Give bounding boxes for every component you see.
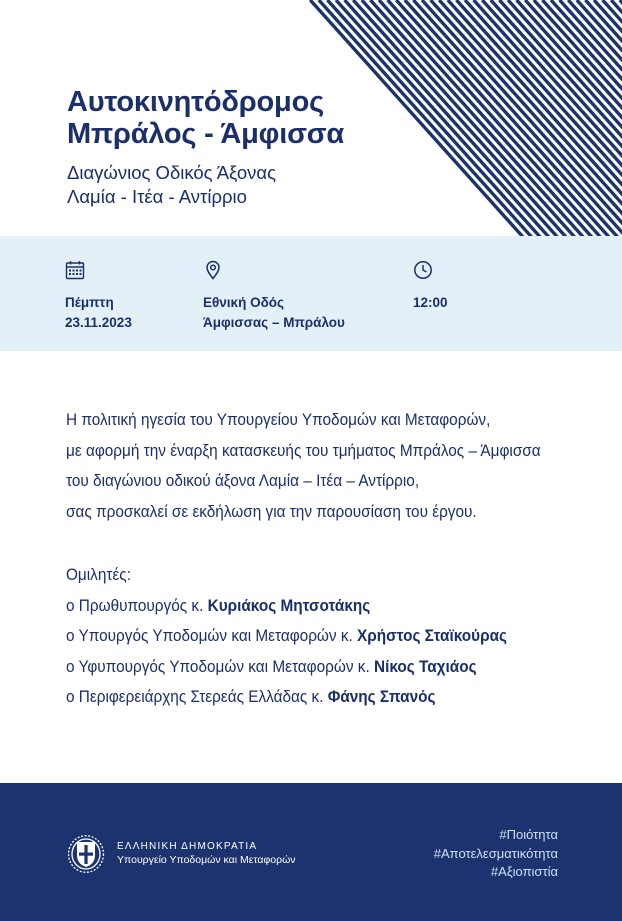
page-title <box>67 86 344 150</box>
event-time-value: 12:00 <box>413 295 448 310</box>
greek-coat-of-arms-icon <box>66 833 106 873</box>
speaker-item <box>66 652 507 683</box>
speaker-item <box>66 621 507 652</box>
speaker-name: Χρήστος Σταϊκούρας <box>357 627 508 645</box>
invitation-line: σας προσκαλεί σε εκδήλωση για την παρουσίαση του έργου. <box>66 502 477 521</box>
footer <box>0 783 622 921</box>
speaker-role: ο Πρωθυπουργός κ. <box>66 596 208 615</box>
invitation-line: με αφορμή την έναρξη κατασκευής του τμήματος Μπράλος – Άμφισσα <box>66 441 541 460</box>
subtitle-line: Λαμία - Ιτέα - Αντίρριο <box>67 186 247 207</box>
speaker-role: ο Περιφερειάρχης Στερεάς Ελλάδας κ. <box>66 688 328 706</box>
event-date <box>65 260 132 333</box>
event-date-value: 23.11.2023 <box>65 315 132 330</box>
speaker-role: ο Υφυπουργός Υποδομών και Μεταφορών κ. <box>66 657 374 676</box>
ministry-name: Υπουργείο Υποδομών και Μεταφορών <box>117 854 296 866</box>
page-subtitle <box>67 161 276 209</box>
subtitle-line: Διαγώνιος Οδικός Άξονας <box>67 162 276 183</box>
hashtag: #Αποτελεσματικότητα <box>433 845 558 861</box>
speaker-item <box>66 591 507 622</box>
speaker-item <box>66 682 507 713</box>
invitation-text <box>66 405 541 527</box>
title-line: Αυτοκινητόδρομος <box>67 86 324 118</box>
location-line: Εθνική Οδός <box>203 295 285 310</box>
event-time <box>413 260 448 313</box>
title-line: Μπράλος - Άμφισσα <box>67 118 344 150</box>
hashtag: #Ποιότητα <box>499 827 558 842</box>
event-info-band <box>0 236 622 351</box>
country-name: ΕΛΛΗΝΙΚΗ ΔΗΜΟΚΡΑΤΙΑ <box>117 841 258 852</box>
invitation-line: του διαγώνιου οδικού άξονα Λαμία – Ιτέα – Αντίρριο, <box>66 472 420 490</box>
calendar-icon <box>65 260 85 280</box>
event-day: Πέμπτη <box>65 295 114 310</box>
speaker-name: Κυριάκος Μητσοτάκης <box>207 596 371 615</box>
hashtags <box>434 826 558 882</box>
invitation-line: Η πολιτική ηγεσία του Υπουργείου Υποδομών και Μεταφορών, <box>66 411 491 429</box>
speakers-list <box>66 560 507 713</box>
clock-icon <box>413 260 433 280</box>
speakers-heading: Ομιλητές: <box>66 566 131 584</box>
location-line: Άμφισσας – Μπράλου <box>203 315 345 330</box>
speaker-name: Φάνης Σπανός <box>327 688 436 706</box>
speaker-name: Νίκος Ταχιάος <box>373 657 477 676</box>
hashtag: #Αξιοπιστία <box>490 864 558 879</box>
ministry-logo-text <box>117 840 296 867</box>
location-pin-icon <box>203 260 223 280</box>
event-location <box>203 260 345 333</box>
speaker-role: ο Υπουργός Υποδομών και Μεταφορών κ. <box>66 627 358 645</box>
